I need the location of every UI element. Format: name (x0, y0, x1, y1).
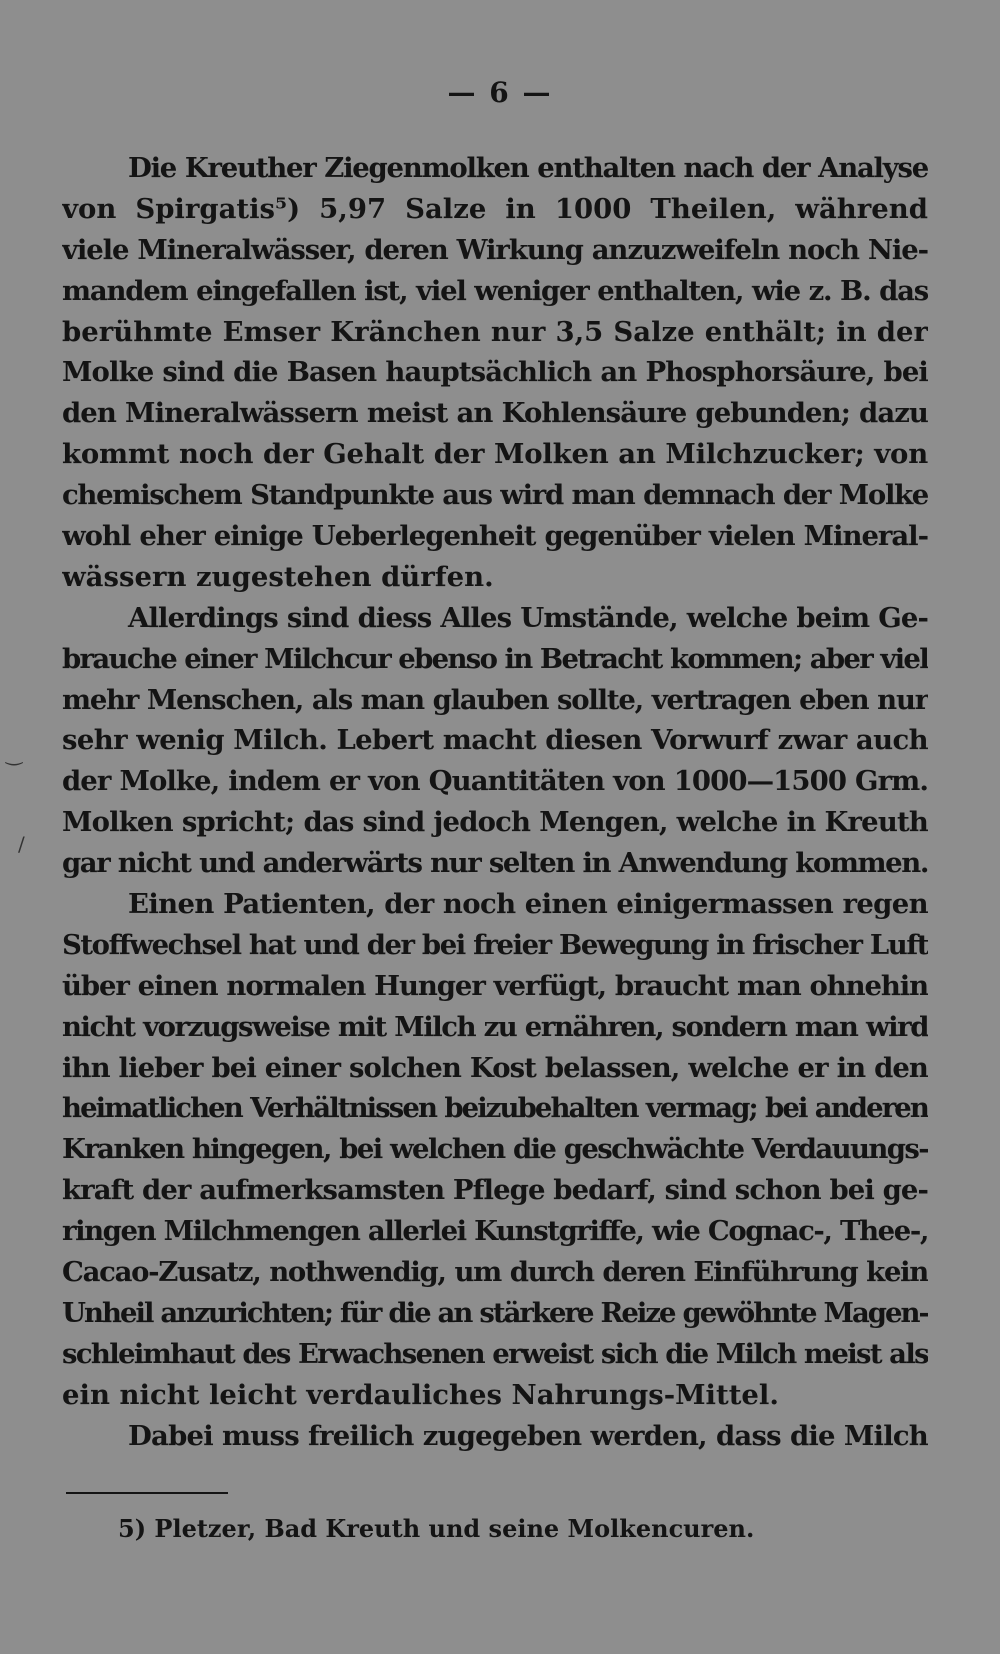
margin-mark: ‿ (6, 742, 23, 766)
text-line: Allerdings sind diess Alles Umstände, welche beim Ge- (128, 601, 928, 634)
text-line: chemischem Standpunkte aus wird man demnach der Molke (62, 479, 928, 512)
text-line: brauche einer Milchcur ebenso in Betracht kommen; aber viel (62, 642, 928, 675)
text-line: sehr wenig Milch. Lebert macht diesen Vorwurf zwar auch (62, 724, 928, 757)
text-line: kraft der aufmerksamsten Pflege bedarf, sind schon bei ge- (62, 1174, 928, 1207)
footnote-rule (66, 1492, 228, 1494)
text-line: Dabei muss freilich zugegeben werden, dass die Milch (128, 1419, 928, 1452)
text-line: Molke sind die Basen hauptsächlich an Phosphorsäure, bei (62, 356, 928, 389)
text-line: von Spirgatis⁵) 5,97 Salze in 1000 Theilen, während (62, 192, 928, 225)
text-line: ein nicht leicht verdauliches Nahrungs-Mittel. (62, 1378, 779, 1411)
text-line: ihn lieber bei einer solchen Kost belassen, welche er in den (62, 1051, 928, 1084)
text-line: schleimhaut des Erwachsenen erweist sich die Milch meist als (62, 1337, 928, 1370)
text-line: über einen normalen Hunger verfügt, braucht man ohnehin (62, 969, 928, 1002)
text-line: Molken spricht; das sind jedoch Mengen, welche in Kreuth (62, 806, 928, 839)
footnote: 5) Pletzer, Bad Kreuth und seine Molkencuren. (118, 1514, 755, 1543)
text-line: Die Kreuther Ziegenmolken enthalten nach der Analyse (128, 152, 928, 184)
text-line: wohl eher einige Ueberlegenheit gegenüber vielen Mineral- (62, 520, 928, 553)
text-line: Stoffwechsel hat und der bei freier Bewegung in frischer Luft (62, 928, 928, 961)
text-line: den Mineralwässern meist an Kohlensäure gebunden; dazu (62, 397, 928, 430)
text-line: ringen Milchmengen allerlei Kunstgriffe, wie Cognac-, Thee-, (62, 1215, 928, 1248)
text-line: Unheil anzurichten; für die an stärkere Reize gewöhnte Magen- (62, 1296, 928, 1329)
text-line: Einen Patienten, der noch einen einigermassen regen (128, 888, 928, 921)
text-line: viele Mineralwässer, deren Wirkung anzuzweifeln noch Nie- (62, 233, 928, 266)
text-line: mehr Menschen, als man glauben sollte, vertragen eben nur (62, 683, 928, 716)
margin-mark: / (18, 832, 25, 856)
body-text (62, 148, 928, 1457)
text-line: der Molke, indem er von Quantitäten von 1000—1500 Grm. (62, 765, 928, 798)
text-line: nicht vorzugsweise mit Milch zu ernähren, sondern man wird (62, 1010, 928, 1043)
page-number: — 6 — (447, 76, 553, 109)
text-line: kommt noch der Gehalt der Molken an Milchzucker; von (62, 438, 928, 471)
text-line: mandem eingefallen ist, viel weniger enthalten, wie z. B. das (62, 274, 928, 307)
text-line: wässern zugestehen dürfen. (62, 560, 494, 593)
text-line: heimatlichen Verhältnissen beizubehalten vermag; bei anderen (62, 1092, 928, 1125)
text-line: Kranken hingegen, bei welchen die geschwächte Verdauungs- (62, 1133, 928, 1166)
text-line: gar nicht und anderwärts nur selten in Anwendung kommen. (62, 847, 928, 880)
text-line: Cacao-Zusatz, nothwendig, um durch deren Einführung kein (62, 1256, 928, 1289)
text-line: berühmte Emser Kränchen nur 3,5 Salze enthält; in der (62, 315, 928, 348)
